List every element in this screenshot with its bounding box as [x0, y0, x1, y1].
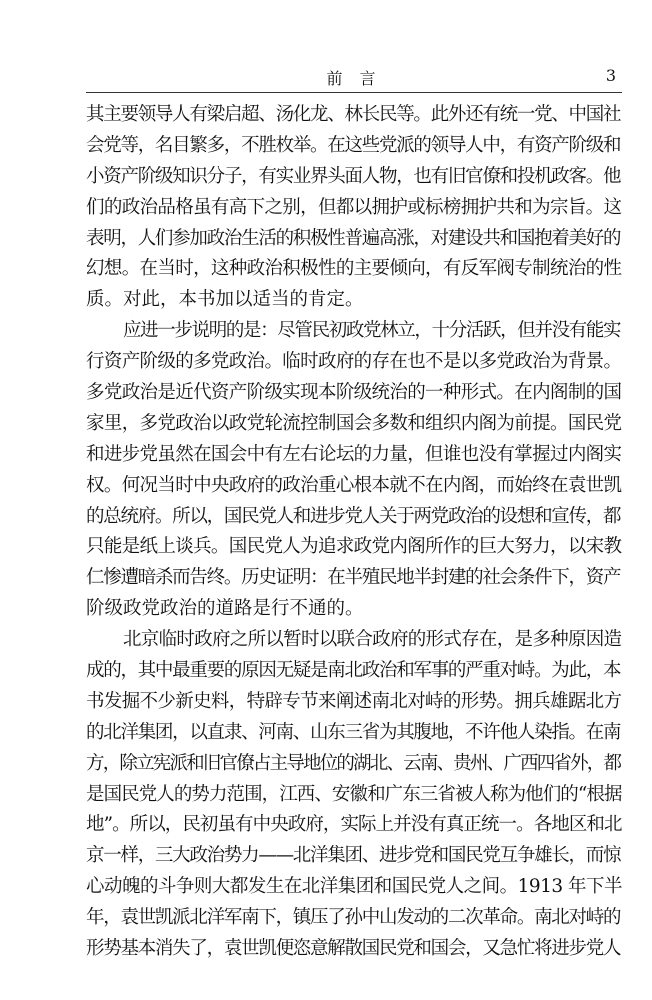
text-line: 家里，多党政治以政党轮流控制国会多数和组织内阁为前提。国民党: [86, 412, 622, 434]
text-line: 幻想。在当时，这种政治积极性的主要倾向，有反军阀专制统治的性: [86, 258, 622, 280]
text-line: 地”。所以，民初虽有中央政府，实际上并没有真正统一。各地区和北: [86, 814, 622, 836]
text-line: 书发掘不少新史料，特辟专节来阐述南北对峙的形势。拥兵雄踞北方: [86, 690, 622, 712]
paragraph-start-line: 北京临时政府之所以暂时以联合政府的形式存在，是多种原因造: [123, 629, 622, 651]
text-line: 年，袁世凯派北洋军南下，镇压了孙中山发动的二次革命。南北对峙的: [86, 907, 621, 929]
text-line: 方，除立宪派和旧官僚占主导地位的湖北、云南、贵州、广西四省外，都: [86, 752, 621, 774]
text-line: 心动魄的斗争则大都发生在北洋集团和国民党人之间。1913 年下半: [86, 876, 622, 898]
text-line: 成的，其中最重要的原因无疑是南北政治和军事的严重对峙。为此，本: [86, 660, 621, 682]
text-line: 和进步党虽然在国会中有左右论坛的力量，但谁也没有掌握过内阁实: [86, 443, 622, 465]
text-line: 京一样，三大政治势力——北洋集团、进步党和国民党互争雄长，而惊: [86, 845, 621, 867]
text-line: 只能是纸上谈兵。国民党人为追求政党内阁所作的巨大努力，以宋教: [86, 536, 622, 558]
text-line: 权。何况当时中央政府的政治重心根本就不在内阁，而始终在袁世凯: [86, 474, 622, 496]
page-number: 3: [605, 66, 616, 85]
text-line: 的北洋集团，以直隶、河南、山东三省为其腹地，不许他人染指。在南: [86, 721, 621, 743]
text-line: 多党政治是近代资产阶级实现本阶级统治的一种形式。在内阁制的国: [86, 382, 622, 404]
text-line: 小资产阶级知识分子，有实业界头面人物，也有旧官僚和投机政客。他: [86, 165, 621, 187]
text-line: 形势基本消失了，袁世凯便恣意解散国民党和国会，又急忙将进步党人: [86, 938, 621, 960]
header-divider: [86, 92, 622, 93]
body-text: [86, 100, 622, 965]
text-line: 的总统府。所以，国民党人和进步党人关于两党政治的设想和宣传，都: [86, 505, 621, 527]
text-line: 其主要领导人有梁启超、汤化龙、林长民等。此外还有统一党、中国社: [86, 104, 621, 125]
paragraph-start-line: 应进一步说明的是：尽管民初政党林立，十分活跃，但并没有能实: [123, 320, 621, 342]
text-line: 是国民党人的势力范围，江西、安徽和广东三省被人称为他们的“根据: [86, 783, 622, 805]
text-line: 仁惨遭暗杀而告终。历史证明：在半殖民地半封建的社会条件下，资产: [86, 567, 621, 589]
text-line: 们的政治品格虽有高下之别，但都以拥护或标榜拥护共和为宗旨。这: [86, 196, 622, 218]
text-line: 行资产阶级的多党政治。临时政府的存在也不是以多党政治为背景。: [86, 351, 622, 373]
running-header: [86, 66, 622, 88]
chapter-title: 前 言: [326, 69, 382, 88]
text-line: 表明，人们参加政治生活的积极性普遍高涨，对建设共和国抱着美好的: [86, 227, 621, 249]
text-line: 会党等，名目繁多，不胜枚举。在这些党派的领导人中，有资产阶级和: [86, 134, 621, 156]
text-line: 质。对此，本书加以适当的肯定。: [86, 289, 364, 311]
text-line: 阶级政党政治的道路是行不通的。: [86, 598, 364, 620]
